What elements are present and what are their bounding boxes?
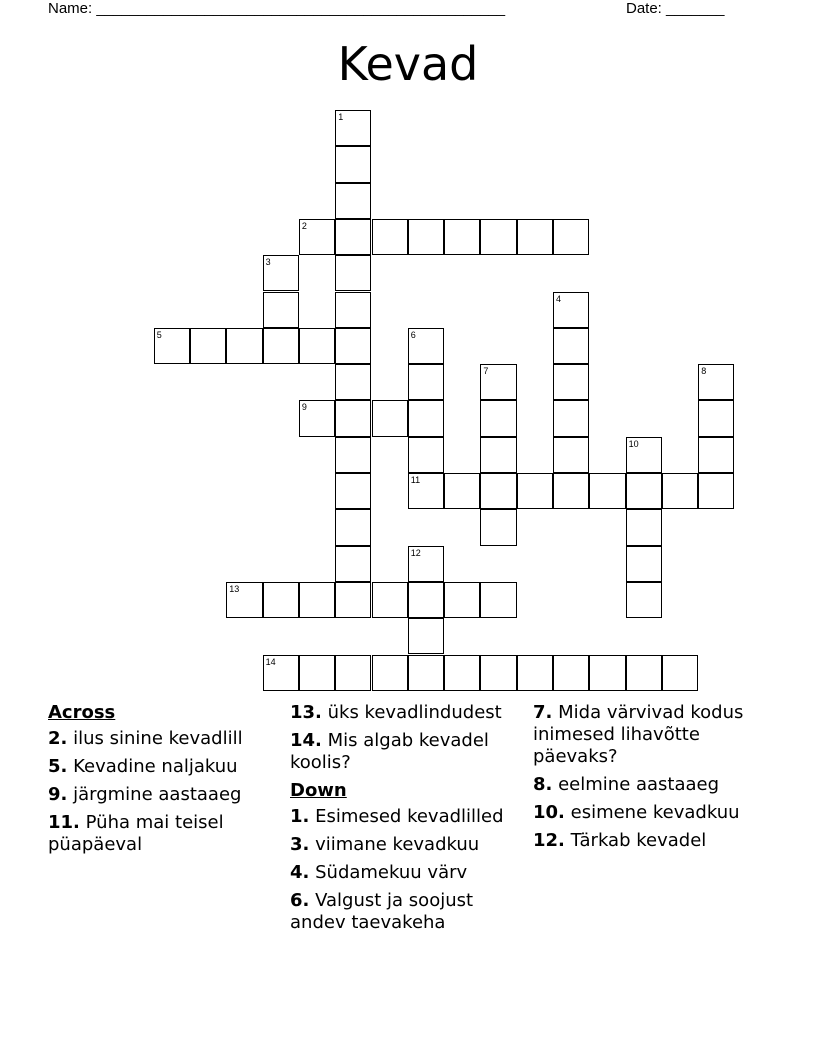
grid-cell[interactable] xyxy=(372,655,408,691)
clue-number: 12. xyxy=(533,830,565,851)
clue-number: 8. xyxy=(533,774,553,795)
grid-cell[interactable] xyxy=(408,364,444,400)
grid-cell[interactable] xyxy=(553,437,589,473)
grid-cell[interactable] xyxy=(335,364,371,400)
grid-cell[interactable] xyxy=(626,509,662,545)
grid-cell[interactable] xyxy=(372,400,408,436)
clue-text: esimene kevadkuu xyxy=(570,802,740,823)
clue-text: Mis algab kevadel koolis? xyxy=(290,730,489,773)
clue-number: 11. xyxy=(48,812,80,833)
clue-number: 5. xyxy=(48,756,68,777)
grid-cell[interactable] xyxy=(444,219,480,255)
clue-item xyxy=(290,730,515,774)
grid-cell[interactable] xyxy=(299,328,335,364)
date-field-label: Date: _______ xyxy=(626,0,725,17)
across-heading: Across xyxy=(48,702,116,723)
clue-item xyxy=(533,830,758,852)
clue-number: 6. xyxy=(290,890,310,911)
grid-cell[interactable] xyxy=(480,437,516,473)
clue-number: 10. xyxy=(533,802,565,823)
grid-cell[interactable] xyxy=(335,292,371,328)
grid-cell[interactable] xyxy=(662,473,698,509)
clue-item xyxy=(290,890,515,934)
clues-column-1 xyxy=(48,702,273,862)
grid-cell[interactable] xyxy=(408,473,444,509)
clue-item xyxy=(290,806,515,828)
name-field-label: Name: _________________________________________________ xyxy=(48,0,506,17)
cell-number: 9 xyxy=(301,402,307,413)
clue-text: Mida värvivad kodus inimesed lihavõtte päevaks? xyxy=(533,702,744,767)
grid-cell[interactable] xyxy=(226,582,262,618)
clue-text: eelmine aastaaeg xyxy=(558,774,720,795)
grid-cell[interactable] xyxy=(263,292,299,328)
grid-cell[interactable] xyxy=(626,437,662,473)
clue-number: 4. xyxy=(290,862,310,883)
grid-cell[interactable] xyxy=(335,146,371,182)
grid-cell[interactable] xyxy=(263,328,299,364)
clues-section xyxy=(48,702,768,1002)
grid-cell[interactable] xyxy=(372,582,408,618)
grid-cell[interactable] xyxy=(553,655,589,691)
cell-number: 1 xyxy=(338,112,344,122)
clue-number: 7. xyxy=(533,702,553,723)
grid-cell[interactable] xyxy=(626,582,662,618)
grid-cell[interactable] xyxy=(335,473,371,509)
grid-cell[interactable] xyxy=(335,437,371,473)
grid-cell[interactable] xyxy=(226,328,262,364)
puzzle-title: Kevad xyxy=(337,37,479,91)
grid-cell[interactable] xyxy=(190,328,226,364)
grid-cell[interactable] xyxy=(335,110,371,146)
clue-number: 3. xyxy=(290,834,310,855)
clue-text: Valgust ja soojust andev taevakeha xyxy=(290,890,474,933)
grid-cell[interactable] xyxy=(626,546,662,582)
grid-cell[interactable] xyxy=(335,546,371,582)
grid-cell[interactable] xyxy=(553,292,589,328)
clue-item xyxy=(290,862,515,884)
cell-number: 3 xyxy=(265,257,271,268)
clue-number: 2. xyxy=(48,728,68,749)
grid-cell[interactable] xyxy=(444,473,480,509)
grid-cell[interactable] xyxy=(589,473,625,509)
grid-cell[interactable] xyxy=(299,219,335,255)
grid-cell[interactable] xyxy=(698,364,734,400)
grid-cell[interactable] xyxy=(372,219,408,255)
clues-column-3 xyxy=(533,702,758,858)
clue-item xyxy=(533,802,758,824)
grid-cell[interactable] xyxy=(335,219,371,255)
cell-number: 12 xyxy=(410,547,421,558)
grid-cell[interactable] xyxy=(517,219,553,255)
grid-cell[interactable] xyxy=(335,400,371,436)
clue-text: Südamekuu värv xyxy=(315,862,468,883)
grid-cell[interactable] xyxy=(480,219,516,255)
grid-cell[interactable] xyxy=(408,400,444,436)
grid-cell[interactable] xyxy=(263,655,299,691)
clue-number: 1. xyxy=(290,806,310,827)
clue-item xyxy=(48,728,273,750)
grid-cell[interactable] xyxy=(553,473,589,509)
grid-cell[interactable] xyxy=(480,473,516,509)
clue-text: Tärkab kevadel xyxy=(570,830,707,851)
grid-cell[interactable] xyxy=(480,400,516,436)
grid-cell[interactable] xyxy=(626,655,662,691)
grid-cell[interactable] xyxy=(335,655,371,691)
clue-item xyxy=(48,756,273,778)
grid-cell[interactable] xyxy=(553,400,589,436)
cell-number: 4 xyxy=(556,293,562,304)
grid-cell[interactable] xyxy=(154,328,190,364)
grid-cell[interactable] xyxy=(662,655,698,691)
grid-cell[interactable] xyxy=(517,473,553,509)
clue-number: 14. xyxy=(290,730,322,751)
grid-cell[interactable] xyxy=(335,255,371,291)
grid-cell[interactable] xyxy=(553,219,589,255)
clue-item xyxy=(290,702,515,724)
grid-cell[interactable] xyxy=(299,655,335,691)
grid-cell[interactable] xyxy=(444,655,480,691)
grid-cell[interactable] xyxy=(408,328,444,364)
grid-cell[interactable] xyxy=(480,655,516,691)
cell-number: 6 xyxy=(410,329,416,340)
grid-cell[interactable] xyxy=(480,509,516,545)
grid-cell[interactable] xyxy=(480,582,516,618)
cell-number: 13 xyxy=(229,583,240,594)
grid-cell[interactable] xyxy=(299,582,335,618)
cell-number: 5 xyxy=(156,329,162,340)
grid-cell[interactable] xyxy=(263,582,299,618)
cell-number: 2 xyxy=(301,220,307,231)
grid-cell[interactable] xyxy=(480,364,516,400)
grid-cell[interactable] xyxy=(335,582,371,618)
grid-cell[interactable] xyxy=(408,618,444,654)
clue-text: Esimesed kevadlilled xyxy=(315,806,504,827)
cell-number: 8 xyxy=(701,366,707,377)
clue-text: järgmine aastaaeg xyxy=(73,784,242,805)
cell-number: 10 xyxy=(628,438,639,449)
grid-cell[interactable] xyxy=(553,328,589,364)
clue-item xyxy=(533,702,758,768)
grid-cell[interactable] xyxy=(698,437,734,473)
grid-cell[interactable] xyxy=(517,655,553,691)
clue-number: 13. xyxy=(290,702,322,723)
clue-text: viimane kevadkuu xyxy=(315,834,480,855)
clue-text: Kevadine naljakuu xyxy=(73,756,238,777)
grid-cell[interactable] xyxy=(408,582,444,618)
grid-cell[interactable] xyxy=(408,546,444,582)
grid-cell[interactable] xyxy=(408,655,444,691)
grid-cell[interactable] xyxy=(698,473,734,509)
clue-text: üks kevadlindudest xyxy=(327,702,502,723)
grid-cell[interactable] xyxy=(589,655,625,691)
grid-cell[interactable] xyxy=(553,364,589,400)
clue-text: Püha mai teisel püapäeval xyxy=(48,812,224,855)
grid-cell[interactable] xyxy=(698,400,734,436)
clue-number: 9. xyxy=(48,784,68,805)
clue-item xyxy=(48,784,273,806)
grid-cell[interactable] xyxy=(335,328,371,364)
grid-cell[interactable] xyxy=(299,400,335,436)
down-heading: Down xyxy=(290,780,347,801)
cell-number: 14 xyxy=(265,656,276,667)
grid-cell[interactable] xyxy=(263,255,299,291)
clues-column-2 xyxy=(290,702,515,940)
grid-cell[interactable] xyxy=(444,582,480,618)
grid-cell[interactable] xyxy=(408,219,444,255)
clue-text: ilus sinine kevadlill xyxy=(73,728,243,749)
clue-item xyxy=(533,774,758,796)
grid-cell[interactable] xyxy=(335,509,371,545)
cell-number: 7 xyxy=(483,366,489,377)
clue-item xyxy=(48,812,273,856)
clue-item xyxy=(290,834,515,856)
cell-number: 11 xyxy=(410,475,421,485)
grid-cell[interactable] xyxy=(626,473,662,509)
grid-cell[interactable] xyxy=(335,183,371,219)
grid-cell[interactable] xyxy=(408,437,444,473)
